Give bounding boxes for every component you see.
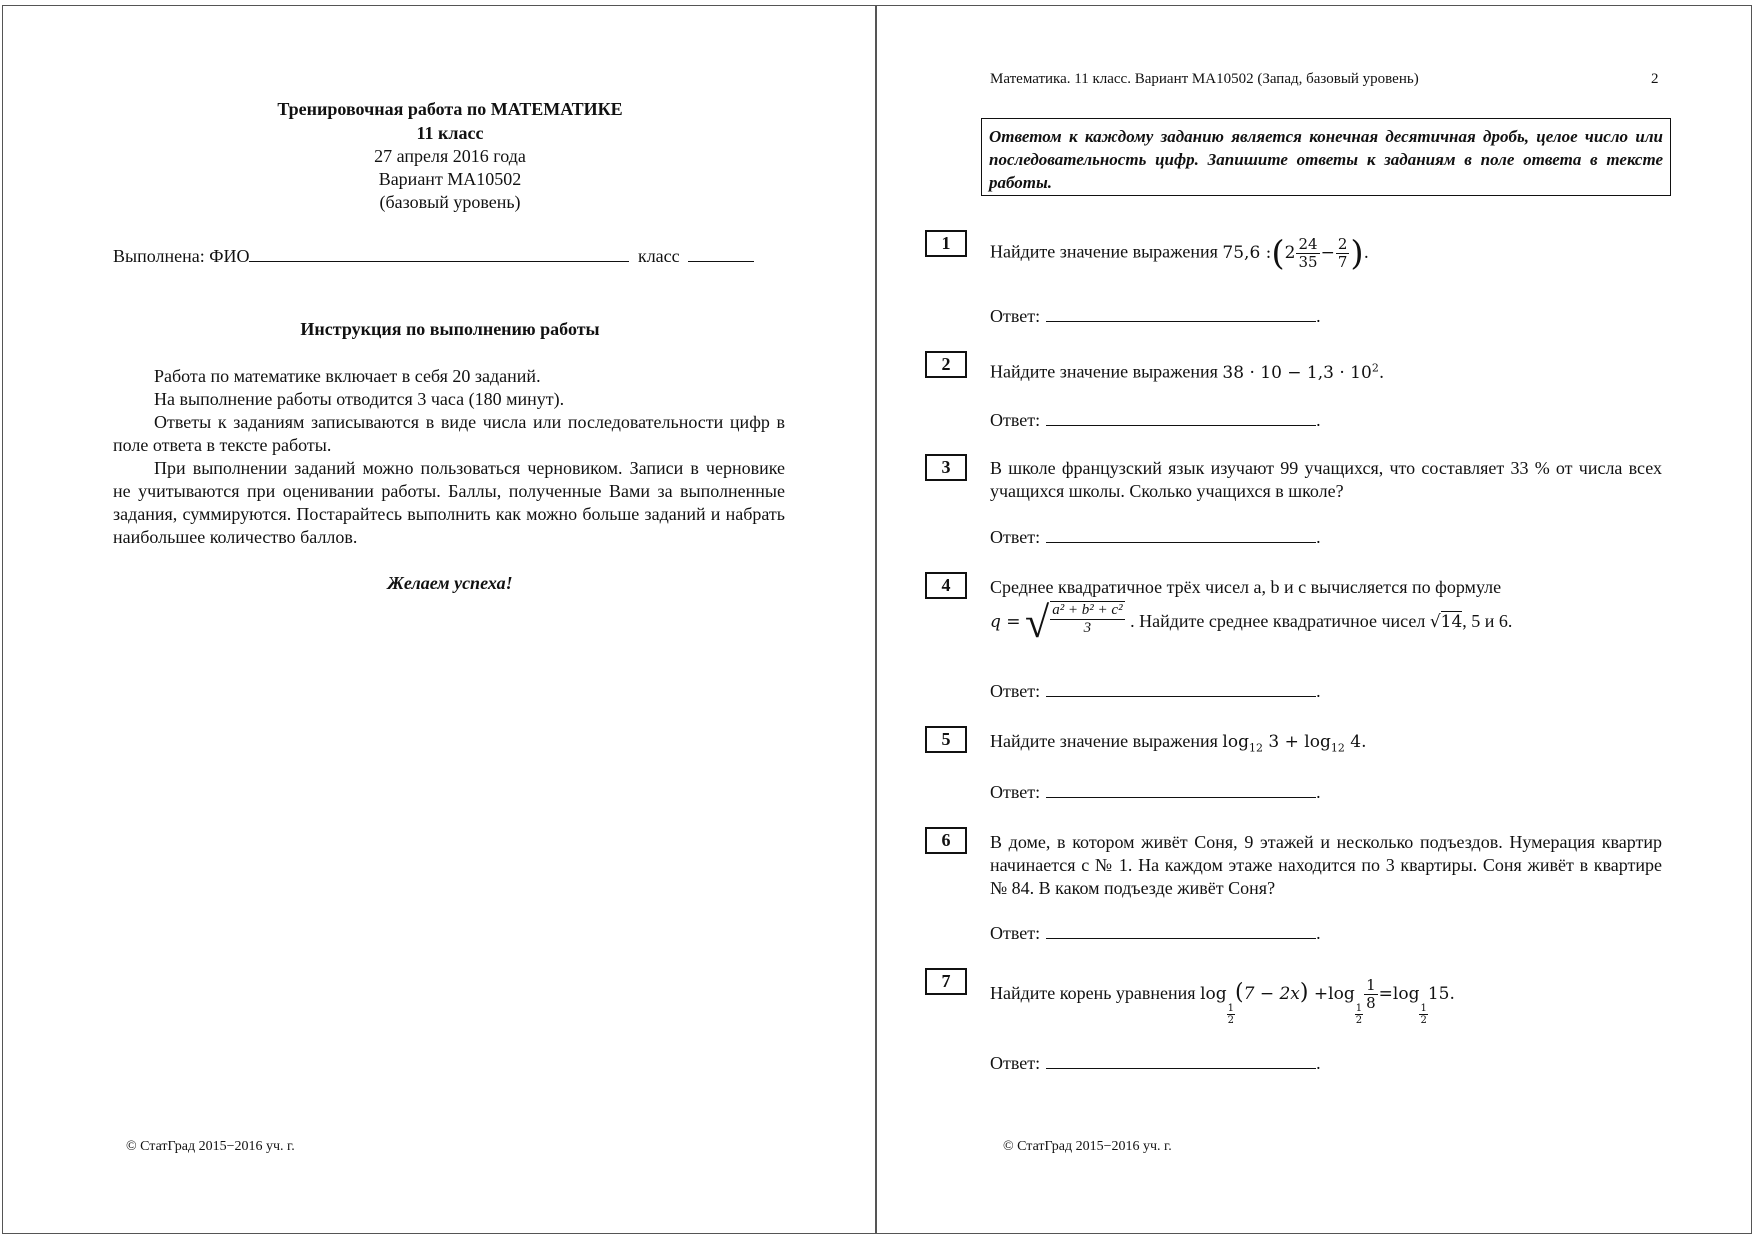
page-number: 2 — [1651, 71, 1659, 87]
task-number-3: 3 — [925, 454, 967, 481]
task-5-prompt: Найдите значение выражения — [990, 731, 1218, 751]
answer-label: Ответ: — [990, 1053, 1041, 1073]
task-number-6: 6 — [925, 827, 967, 854]
task-7-answer-field[interactable] — [1046, 1054, 1316, 1069]
right-footer: © СтатГрад 2015−2016 уч. г. — [1003, 1139, 1172, 1154]
answer-label: Ответ: — [990, 923, 1041, 943]
task-4-formula-fraction: $\frac{\text{a² + b² + c²}}{3}$ — [1050, 601, 1124, 645]
task-7-answer: Ответ: . — [990, 1053, 1321, 1073]
task-7-expression: log $\frac{1}{2}$ (7 − 2x) +log $\frac{1}{2}$ $\frac{1}{8}$ =log $\frac{1}{2}$ 15. — [1200, 976, 1455, 1026]
task-1-end: . — [1363, 242, 1370, 263]
task-number-7: 7 — [925, 968, 967, 995]
completed-by-label: Выполнена: ФИО — [113, 246, 250, 266]
wish-text: Желаем успеха! — [387, 573, 513, 593]
right-header: Математика. 11 класс. Вариант МА10502 (Запад, базовый уровень) — [990, 71, 1419, 87]
task-6-text: В доме, в котором живёт Соня, 9 этажей и несколько подъездов. Нумерация квартир начинается с № 1. На каждом этаже находится по 3 квартиры. Соня живёт в квартире № 84. В каком подъезде живёт Соня? — [990, 832, 1662, 898]
task-3-answer-field[interactable] — [1046, 528, 1316, 543]
task-4-line-1: Среднее квадратичное трёх чисел a, b и c вычисляется по формуле — [990, 577, 1502, 597]
task-4-sqrt-14: √14 — [1429, 612, 1463, 633]
task-4-line-3: , 5 и 6. — [1462, 611, 1513, 632]
instruction-box-text: Ответом к каждому заданию является конечная десятичная дробь, целое число или последовательность цифр. Запишите ответы к заданиям в поле ответа в тексте работы. — [989, 127, 1663, 192]
task-1-dividend: 75,6 : — [1222, 242, 1272, 263]
task-4-sqrt: √ $\frac{\text{a² + b² + c²}}{3}$ — [1025, 598, 1123, 647]
task-number-1: 1 — [925, 230, 967, 257]
instruction-paragraph-1: Работа по математике включает в себя 20 заданий. — [154, 366, 541, 386]
variant-line: Вариант МА10502 — [378, 169, 522, 189]
task-7-prompt: Найдите корень уравнения — [990, 983, 1196, 1003]
answer-label: Ответ: — [990, 681, 1041, 701]
title-line-1: Тренировочная работа по МАТЕМАТИКЕ — [277, 99, 623, 119]
task-2-answer-field[interactable] — [1046, 411, 1316, 426]
name-field[interactable] — [249, 245, 629, 262]
task-2-answer: Ответ: . — [990, 410, 1321, 430]
task-6-answer: Ответ: . — [990, 923, 1321, 943]
task-1-answer: Ответ: . — [990, 306, 1321, 326]
task-3-text: В школе французский язык изучают 99 учащихся, что составляет 33 % от числа всех учащихся школы. Сколько учащихся в школе? — [990, 458, 1662, 501]
task-4-formula-lhs: q = — [990, 612, 1021, 633]
task-4-formula-line — [990, 598, 1513, 647]
task-5-answer-field[interactable] — [1046, 783, 1316, 798]
answer-label: Ответ: — [990, 410, 1041, 430]
task-4-answer-field[interactable] — [1046, 682, 1316, 697]
task-1-minus: − — [1320, 242, 1335, 263]
task-1-expression: 75,6 :(2 $\frac{24}{35}$ − $\frac{2}{7}$ ). — [1222, 233, 1370, 273]
task-6-answer-field[interactable] — [1046, 924, 1316, 939]
task-2-text — [990, 361, 1384, 383]
task-1-prompt: Найдите значение выражения — [990, 241, 1218, 262]
task-number-2: 2 — [925, 351, 967, 378]
task-5-answer: Ответ: . — [990, 782, 1321, 802]
task-1-fraction-2: $\frac{2}{7}$ — [1337, 234, 1348, 271]
instructions-heading: Инструкция по выполнению работы — [300, 319, 600, 339]
task-1-fraction-1: $\frac{24}{35}$ — [1298, 234, 1318, 271]
instruction-paragraph-4: При выполнении заданий можно пользоваться черновиком. Записи в черновике не учитываются при оценивании работы. Баллы, полученные Вами за выполненные задания, суммируются. Постарайтесь выполнить как можно больше заданий и набрать наибольшее количество баллов. — [113, 458, 785, 547]
level-line: (базовый уровень) — [379, 192, 521, 212]
left-footer: © СтатГрад 2015−2016 уч. г. — [126, 1139, 295, 1154]
date-line: 27 апреля 2016 года — [374, 146, 526, 166]
completed-by-row — [113, 245, 754, 267]
task-number-5: 5 — [925, 726, 967, 753]
task-2-expression: $38 \cdot 10 - 1,3 \cdot 10^2$. — [1222, 361, 1385, 383]
answer-label: Ответ: — [990, 782, 1041, 802]
task-5-text — [990, 731, 1366, 754]
task-3-answer: Ответ: . — [990, 527, 1321, 547]
task-7-text — [990, 977, 1455, 1026]
task-1-text — [990, 233, 1369, 273]
task-1-whole: 2 — [1284, 242, 1296, 263]
instruction-paragraph-3: Ответы к заданиям записываются в виде числа или последовательности цифр в поле ответа в тексте работы. — [113, 412, 785, 455]
task-5-expression: $\log_{12} 3 + \log_{12} 4$. — [1222, 732, 1367, 755]
instruction-box — [981, 118, 1671, 196]
task-4-answer: Ответ: . — [990, 681, 1321, 701]
answer-label: Ответ: — [990, 306, 1041, 326]
task-2-prompt: Найдите значение выражения — [990, 361, 1218, 382]
instruction-paragraph-2: На выполнение работы отводится 3 часа (180 минут). — [154, 389, 565, 409]
answer-label: Ответ: — [990, 527, 1041, 547]
class-label: класс — [637, 246, 680, 266]
task-4-line-2: . Найдите среднее квадратичное чисел — [1130, 611, 1426, 632]
title-line-2: 11 класс — [416, 123, 484, 143]
task-number-4: 4 — [925, 572, 967, 599]
task-1-answer-field[interactable] — [1046, 307, 1316, 322]
class-field[interactable] — [688, 245, 754, 262]
